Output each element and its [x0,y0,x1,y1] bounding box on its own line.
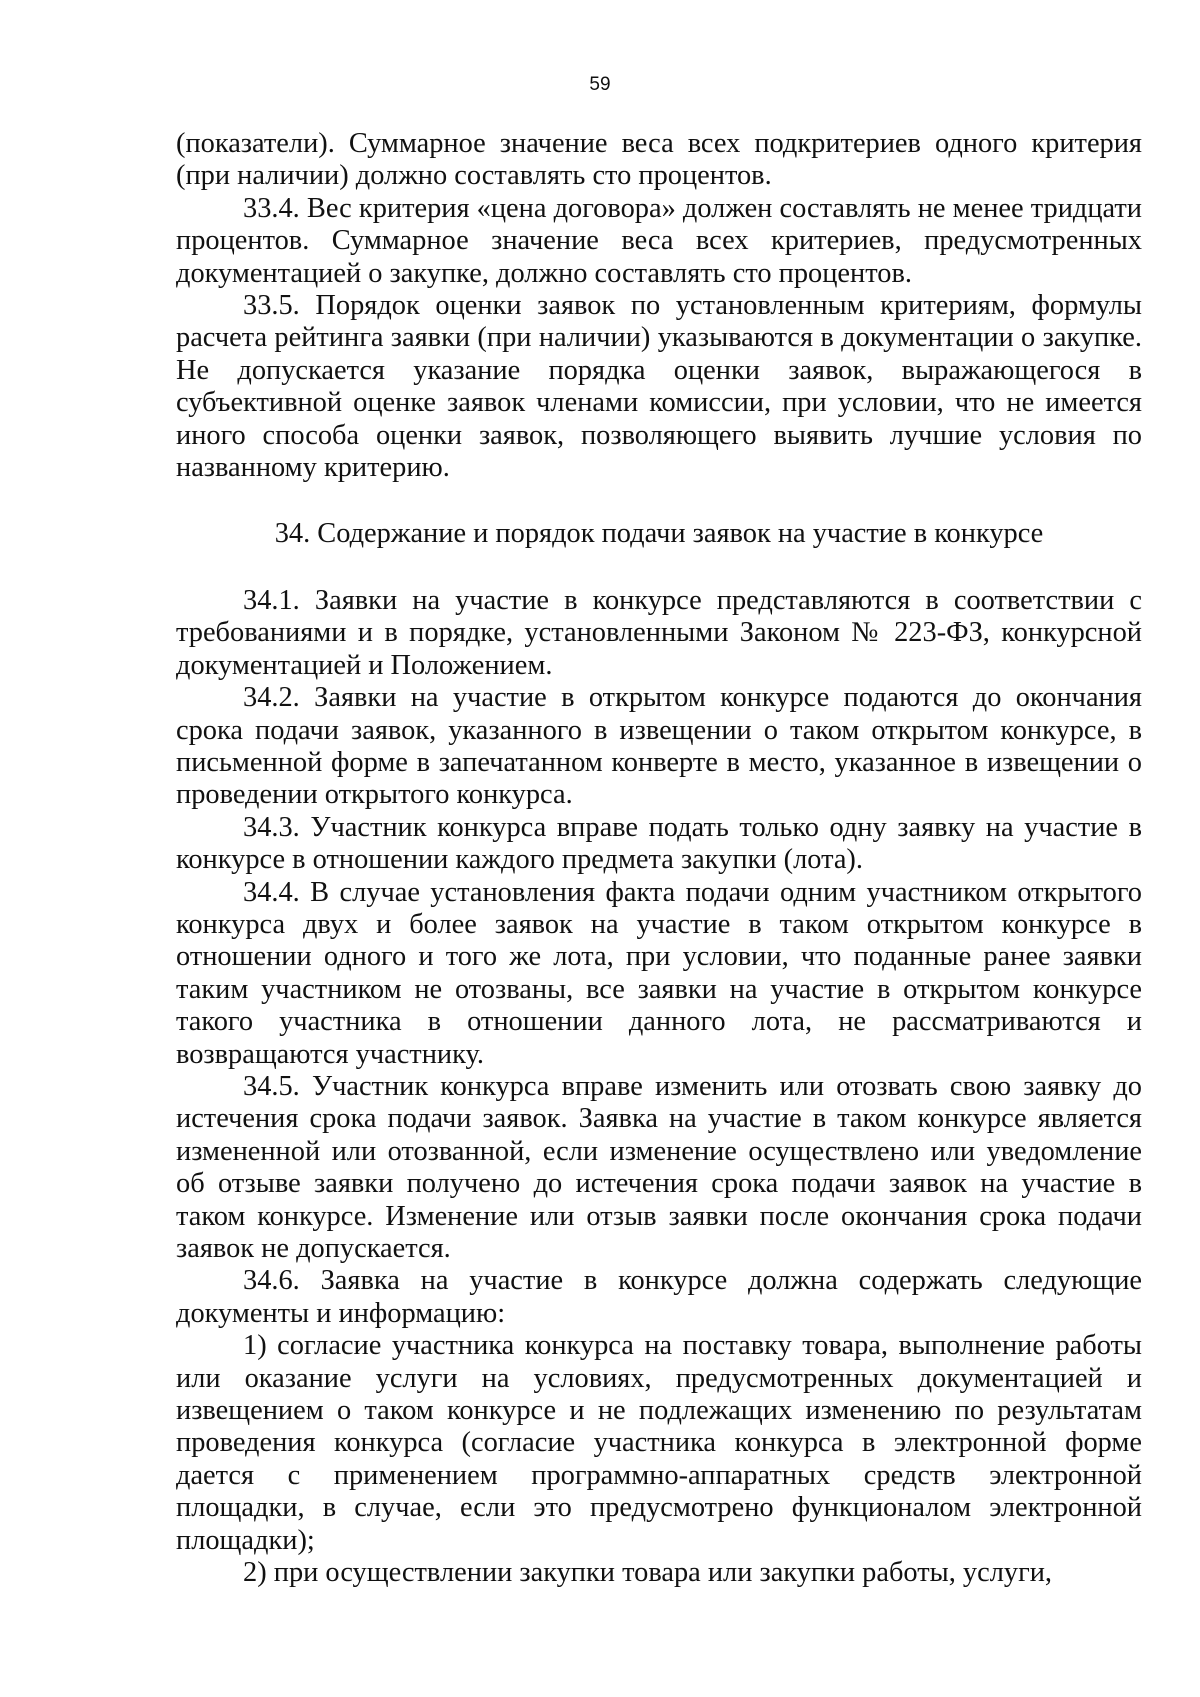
paragraph-34-4: 34.4. В случае установления факта подачи одним участником открытого конкурса двух и более заявок на участие в таком открытом конкурсе в отношении одного и того же лота, при условии, что поданные ранее заявки таким участником не отозваны, все заявки на участие в открытом конкурсе такого участника в отношении данного лота, не рассматриваются и возвращаются участнику. [176,876,1142,1070]
list-item-1: 1) согласие участника конкурса на поставку товара, выполнение работы или оказание услуги на условиях, предусмотренных документацией и извещением о таком конкурсе и не подлежащих изменению по результатам проведения конкурса (согласие участника конкурса в электронной форме дается с применением программно-аппаратных средств электронной площадки, в случае, если это предусмотрено функционалом электронной площадки); [176,1330,1142,1556]
paragraph-34-6: 34.6. Заявка на участие в конкурсе должна содержать следующие документы и информацию: [176,1265,1142,1329]
paragraph-34-1: 34.1. Заявки на участие в конкурсе представляются в соответствии с требованиями и в порядке, установленными Законом № 223-ФЗ, конкурсной документацией и Положением. [176,584,1142,681]
paragraph-33-5: 33.5. Порядок оценки заявок по установленным критериям, формулы расчета рейтинга заявки (при наличии) указываются в документации о закупке. Не допускается указание порядка оценки заявок, выражающегося в субъективной оценке заявок членами комиссии, при условии, что не имеется иного способа оценки заявок, позволяющего выявить лучшие условия по названному критерию. [176,290,1142,484]
document-body [176,128,1142,1589]
paragraph-34-2: 34.2. Заявки на участие в открытом конкурсе подаются до окончания срока подачи заявок, указанного в извещении о таком открытом конкурсе, в письменной форме в запечатанном конверте в место, указанное в извещении о проведении открытого конкурса. [176,682,1142,811]
page-number: 59 [589,74,611,95]
paragraph-34-5: 34.5. Участник конкурса вправе изменить или отозвать свою заявку до истечения срока подачи заявок. Заявка на участие в таком конкурсе является измененной или отозванной, если изменение осуществлено или уведомление об отзыве заявки получено до истечения срока подачи заявок на участие в таком конкурсе. Изменение или отзыв заявки после окончания срока подачи заявок не допускается. [176,1070,1142,1264]
paragraph-criteria-continuation: (показатели). Суммарное значение веса всех подкритериев одного критерия (при наличии) должно составлять сто процентов. [176,128,1142,192]
paragraph-34-3: 34.3. Участник конкурса вправе подать только одну заявку на участие в конкурсе в отношении каждого предмета закупки (лота). [176,811,1142,876]
section-heading-34: 34. Содержание и порядок подачи заявок на участие в конкурсе [274,518,1044,550]
list-item-2: 2) при осуществлении закупки товара или закупки работы, услуги, [243,1557,1053,1589]
paragraph-33-4: 33.4. Вес критерия «цена договора» должен составлять не менее тридцати процентов. Суммарное значение веса всех критериев, предусмотренных документацией о закупке, должно составлять сто процентов. [176,192,1142,289]
